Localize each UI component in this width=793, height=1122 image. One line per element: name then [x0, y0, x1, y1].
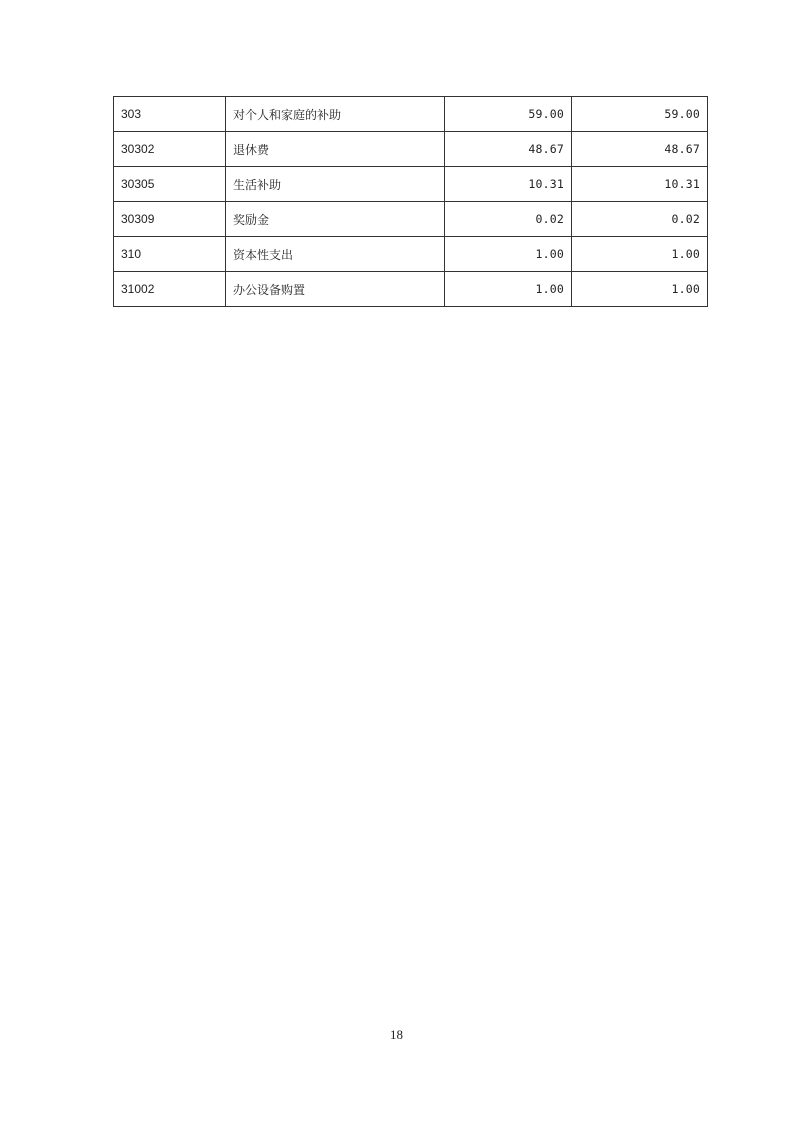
row-value-2: 1.00: [572, 272, 708, 307]
row-name: 生活补助: [226, 167, 445, 202]
row-code: 30305: [114, 167, 226, 202]
row-code: 303: [114, 97, 226, 132]
row-name: 资本性支出: [226, 237, 445, 272]
budget-table: [113, 96, 708, 307]
table-row: [114, 202, 708, 237]
row-value-2: 1.00: [572, 237, 708, 272]
row-value-1: 10.31: [445, 167, 572, 202]
row-value-2: 59.00: [572, 97, 708, 132]
table-row: [114, 132, 708, 167]
row-value-1: 1.00: [445, 237, 572, 272]
row-code: 31002: [114, 272, 226, 307]
row-name: 办公设备购置: [226, 272, 445, 307]
page-number: 18: [390, 1027, 403, 1042]
table-row: [114, 97, 708, 132]
row-value-1: 48.67: [445, 132, 572, 167]
row-code: 310: [114, 237, 226, 272]
row-value-2: 48.67: [572, 132, 708, 167]
table-row: [114, 237, 708, 272]
row-value-1: 0.02: [445, 202, 572, 237]
row-code: 30302: [114, 132, 226, 167]
row-name: 奖励金: [226, 202, 445, 237]
table-row: [114, 167, 708, 202]
row-name: 对个人和家庭的补助: [226, 97, 445, 132]
row-value-2: 10.31: [572, 167, 708, 202]
row-value-1: 1.00: [445, 272, 572, 307]
row-value-2: 0.02: [572, 202, 708, 237]
table-row: [114, 272, 708, 307]
row-name: 退休费: [226, 132, 445, 167]
row-value-1: 59.00: [445, 97, 572, 132]
row-code: 30309: [114, 202, 226, 237]
